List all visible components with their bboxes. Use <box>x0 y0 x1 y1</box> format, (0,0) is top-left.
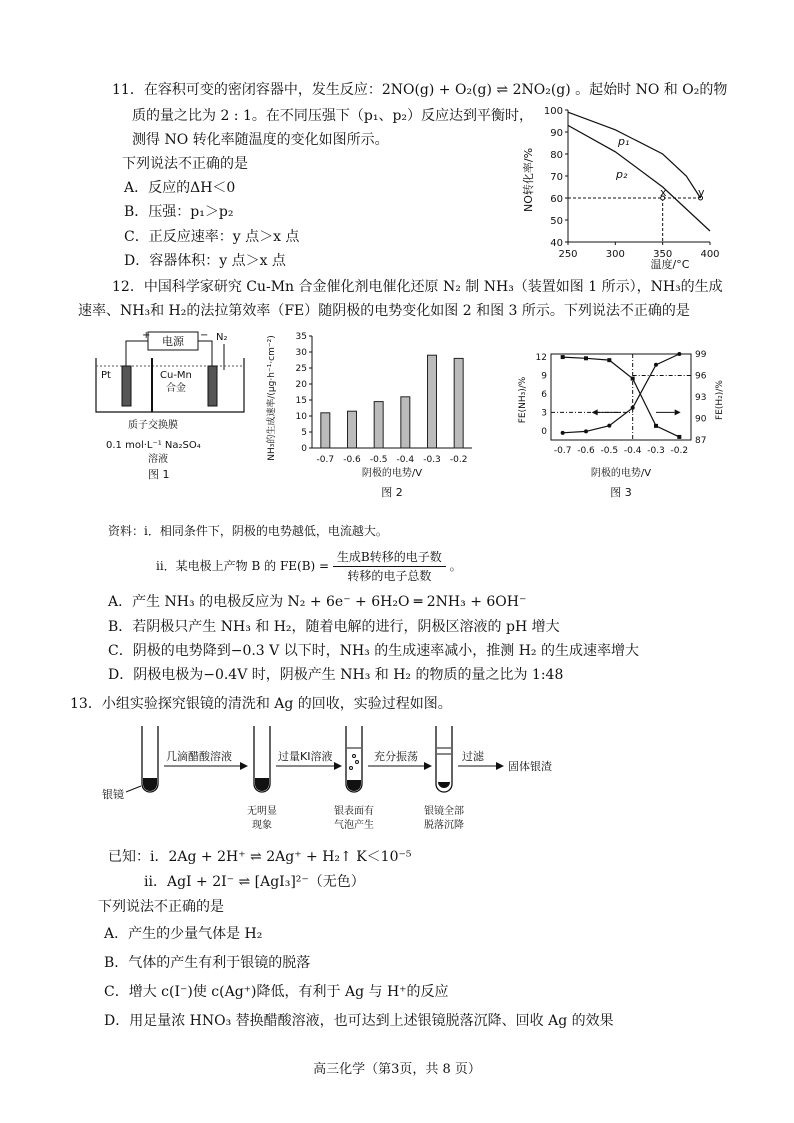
silver-mirror-2 <box>255 778 269 791</box>
q11-ylabel: NO转化率/% <box>522 147 535 213</box>
fig3-ytick-right-label: 96 <box>695 371 707 382</box>
step1-label: 几滴醋酸溶液 <box>166 750 232 763</box>
fig3-yticks-right <box>695 350 707 446</box>
fig3-point-h2 <box>561 431 565 435</box>
fig3-ytick-left-label: 0 <box>541 426 547 437</box>
fig2-bar <box>348 411 357 448</box>
bubble-icon <box>353 755 356 758</box>
q12-option-a: A．产生 NH₃ 的电极反应为 N₂ + 6e⁻ + 6H₂O ═ 2NH₃ + 6OH⁻ <box>108 594 527 610</box>
q13-flow-diagram <box>98 718 638 840</box>
q11-ytick-label: 40 <box>550 238 563 249</box>
q11-xtick-label: 300 <box>605 249 625 260</box>
silver-mirror-1 <box>143 778 157 791</box>
fig3-series-nh3 <box>563 357 680 437</box>
q11-chart <box>520 100 730 275</box>
fig2-xlabel: 阴极的电势/V <box>361 468 423 479</box>
step2-label: 过量KI溶液 <box>278 750 333 763</box>
fig3-point-nh3 <box>654 424 658 428</box>
fig2-caption: 图 2 <box>381 486 403 499</box>
q12-note-2-post: 。 <box>449 559 462 573</box>
q12-option-c: C．阴极的电势降到−0.3 V 以下时，NH₃ 的生成速率减小，推测 H₂ 的生成速率增大 <box>108 643 639 659</box>
q11-xtick-label: 400 <box>700 249 720 260</box>
fig3-point-h2 <box>584 429 588 433</box>
silver-mirror-3 <box>347 780 361 791</box>
q11-line1: 11．在容积可变的密闭容器中，发生反应：2NO(g) + O₂(g) ⇌ 2NO₂(g) 。起始时 NO 和 O₂的物 <box>112 82 728 98</box>
q11-xlabel: 温度/°C <box>650 258 690 271</box>
fig1-apparatus <box>92 328 252 480</box>
wire-right <box>198 341 212 366</box>
fig3-series-h2 <box>563 354 680 433</box>
q11-ytick-label: 70 <box>550 172 563 183</box>
q11-x-point-label: x <box>660 186 667 199</box>
fig3-point-nh3 <box>607 358 611 362</box>
fig3-xlabel: 阴极的电势/V <box>590 468 652 479</box>
cumn-label-2: 合金 <box>166 383 186 394</box>
fig3-ylabel-left: FE(NH₃)/% <box>518 376 528 424</box>
fig2-ytick-label: 35 <box>295 332 307 342</box>
q11-ytick-label: 100 <box>543 106 563 117</box>
q11-p1-label: p₁ <box>618 135 630 148</box>
q11-ytick-label: 60 <box>550 194 563 205</box>
obs3-line1: 银镜全部 <box>424 806 464 817</box>
obs2-line1: 银表面有 <box>334 806 374 817</box>
fig3-caption: 图 3 <box>610 486 632 499</box>
solution-label: 0.1 mol·L⁻¹ Na₂SO₄ <box>106 440 201 451</box>
fig2-bar <box>401 397 410 448</box>
q12-note-2-pre: ⅱ．某电极上产物 B 的 FE(B) = <box>156 559 330 573</box>
fig2-ytick-label: 25 <box>295 364 307 374</box>
arrow-3-head <box>424 762 432 770</box>
q11-xticks <box>558 242 719 260</box>
membrane-label: 质子交换膜 <box>128 420 178 431</box>
fig3-xtick-label: -0.5 <box>600 446 619 456</box>
q13-known-2: ⅱ．AgI + 2I⁻ ⇌ [AgI₃]²⁻（无色） <box>144 874 365 890</box>
fig3-ytick-left-label: 12 <box>535 353 547 364</box>
arrow-2-head <box>334 762 342 770</box>
fig2-ytick-label: 20 <box>295 380 307 390</box>
fig3-arrow-right-head <box>675 409 681 415</box>
q11-line2: 质的量之比为 2 : 1。在不同压强下（p₁、p₂）反应达到平衡时， <box>132 108 534 124</box>
fig3-ytick-right-label: 99 <box>695 350 707 360</box>
q11-y-point-label: y <box>698 186 705 199</box>
q11-ytick-label: 80 <box>550 150 563 161</box>
fig3-point-nh3 <box>584 356 588 360</box>
pt-label: Pt <box>101 370 111 381</box>
q12-note-1: 资料：ⅰ．相同条件下，阴极的电势越低，电流越大。 <box>108 524 388 538</box>
obs1-line1: 无明显 <box>247 806 277 817</box>
bubble-icon <box>350 767 353 770</box>
q11-ytick-label: 50 <box>550 216 563 227</box>
fig3-ytick-right-label: 93 <box>695 393 707 403</box>
fig2-xticks <box>317 455 468 465</box>
fig3-ytick-left-label: 9 <box>541 371 547 382</box>
power-supply-label: 电源 <box>162 335 184 348</box>
step4-label: 过滤 <box>462 750 484 763</box>
q11-option-b: B．压强：p₁＞p₂ <box>124 204 234 220</box>
q13-stem: 下列说法不正确的是 <box>98 899 224 915</box>
q12-option-d: D．阴极电极为−0.4V 时，阴极产生 NH₃ 和 H₂ 的物质的量之比为 1:48 <box>108 667 564 683</box>
q11-stem: 下列说法不正确的是 <box>122 156 248 172</box>
fig3-chart <box>515 340 730 500</box>
fig2-ytick-label: 5 <box>301 428 307 438</box>
q11-ytick-label: 90 <box>550 128 563 139</box>
fig2-yticks <box>296 332 312 454</box>
power-minus: − <box>200 330 209 341</box>
arrow-4-head <box>496 762 504 770</box>
q11-line3: 测得 NO 转化率随温度的变化如图所示。 <box>132 132 389 148</box>
fig3-series <box>561 352 682 439</box>
fig2-xtick-label: -0.3 <box>423 455 441 465</box>
fig3-point-h2 <box>654 363 658 367</box>
fig3-xtick-label: -0.2 <box>670 446 689 456</box>
fig3-frame <box>551 354 691 440</box>
q12-note-2 <box>156 548 462 585</box>
q13-option-c: C．增大 c(I⁻)使 c(Ag⁺)降低，有利于 Ag 与 H⁺的反应 <box>104 984 449 1000</box>
power-plus: + <box>142 330 151 341</box>
fig2-ytick-label: 30 <box>295 348 307 358</box>
fig2-ytick-label: 0 <box>301 444 307 454</box>
pt-electrode <box>122 366 131 406</box>
q12-option-b: B．若阴极只产生 NH₃ 和 H₂，随着电解的进行，阴极区溶液的 pH 增大 <box>108 619 560 635</box>
fig2-xtick-label: -0.6 <box>343 455 361 465</box>
fig3-ylabel-right: FE(H₂)/% <box>715 380 725 420</box>
q13-title: 13．小组实验探究银镜的清洗和 Ag 的回收，实验过程如图。 <box>70 696 452 712</box>
fig2-xtick-label: -0.5 <box>369 455 388 465</box>
fig3-xtick-label: -0.4 <box>623 446 642 456</box>
fig2-ytick-label: 15 <box>295 396 307 406</box>
cumn-electrode <box>208 366 217 406</box>
fe-fraction <box>333 548 446 585</box>
fig3-xtick-label: -0.6 <box>577 446 595 456</box>
fig2-bar <box>374 402 383 448</box>
product-label: 固体银渣 <box>508 760 552 773</box>
cumn-label: Cu-Mn <box>160 370 192 381</box>
fig3-point-h2 <box>631 406 635 410</box>
bubble-icon <box>356 761 359 764</box>
q12-line1: 12．中国科学家研究 Cu-Mn 合金催化剂电催化还原 N₂ 制 NH₃（装置如图 1 所示），NH₃的生成 <box>112 279 723 295</box>
fig3-guides <box>551 354 691 440</box>
fig3-ytick-right-label: 90 <box>695 414 707 425</box>
fig1-caption: 图 1 <box>148 468 170 480</box>
q11-guides <box>568 196 703 242</box>
fe-numerator: 生成B转移的电子数 <box>333 548 446 567</box>
step3-label: 充分振荡 <box>374 750 418 763</box>
q11-xtick-label: 250 <box>558 249 578 260</box>
fig3-arrow-left-head <box>592 409 598 415</box>
silver-sediment <box>438 782 450 788</box>
fe-denominator: 转移的电子总数 <box>347 569 432 583</box>
silver-pointer <box>126 786 141 792</box>
fig3-xtick-label: -0.3 <box>647 446 665 456</box>
q11-yticks <box>544 106 568 249</box>
n2-inlet-label: N₂ <box>216 332 228 343</box>
q11-xtick-label: 350 <box>653 249 673 260</box>
q13-option-a: A．产生的少量气体是 H₂ <box>104 926 263 942</box>
q11-p2-label: p₂ <box>616 168 628 181</box>
fig3-point-h2 <box>677 352 681 356</box>
fig3-point-h2 <box>607 424 611 428</box>
q11-option-a: A．反应的ΔH＜0 <box>124 180 236 196</box>
q12-line2: 速率、NH₃和 H₂的法拉第效率（FE）随阴极的电势变化如图 2 和图 3 所示。下列说法不正确的是 <box>78 303 690 319</box>
fig2-bar <box>428 355 437 448</box>
fig3-xticks <box>554 446 688 456</box>
fig2-bars <box>321 355 463 448</box>
fig3-yticks-left <box>536 353 548 437</box>
page-footer: 高三化学（第3页，共 8 页） <box>313 1062 481 1077</box>
fig2-bar <box>321 413 330 448</box>
wire-left <box>126 341 148 366</box>
fig2-xtick-label: -0.2 <box>449 455 468 465</box>
q11-option-d: D．容器体积：y 点＞x 点 <box>124 253 286 269</box>
q11-series-p1 <box>568 112 701 198</box>
obs3-line2: 脱落沉降 <box>424 820 464 831</box>
fig3-xtick-label: -0.7 <box>553 446 572 456</box>
fig2-bar <box>454 358 463 448</box>
fig2-ylabel: NH₃的生成速率/(μg·h⁻¹·cm⁻²) <box>267 335 277 461</box>
fig3-ytick-right-label: 87 <box>695 436 707 446</box>
solution-label-2: 溶液 <box>148 454 168 465</box>
fig2-chart <box>262 328 482 500</box>
arrow-1-head <box>240 762 248 770</box>
fig3-point-nh3 <box>631 377 635 381</box>
fig2-xtick-label: -0.7 <box>316 455 335 465</box>
fig3-ytick-left-label: 6 <box>541 389 547 400</box>
q13-option-d: D．用足量浓 HNO₃ 替换醋酸溶液，也可达到上述银镜脱落沉降、回收 Ag 的效果 <box>104 1013 614 1029</box>
silver-label: 银镜 <box>102 788 124 801</box>
fig3-ytick-left-label: 3 <box>541 408 547 419</box>
q13-known-1: 已知：ⅰ．2Ag + 2H⁺ ⇌ 2Ag⁺ + H₂↑ K＜10⁻⁵ <box>108 849 412 865</box>
obs2-line2: 气泡产生 <box>334 820 374 831</box>
q11-option-c: C．正反应速率：y 点＞x 点 <box>124 229 300 245</box>
fig3-point-nh3 <box>561 355 565 359</box>
obs1-line2: 现象 <box>252 820 272 831</box>
fig2-ytick-label: 10 <box>295 412 307 422</box>
fig2-xtick-label: -0.4 <box>396 455 415 465</box>
q13-option-b: B．气体的产生有利于银镜的脱落 <box>104 955 311 971</box>
fig3-point-nh3 <box>677 435 681 439</box>
